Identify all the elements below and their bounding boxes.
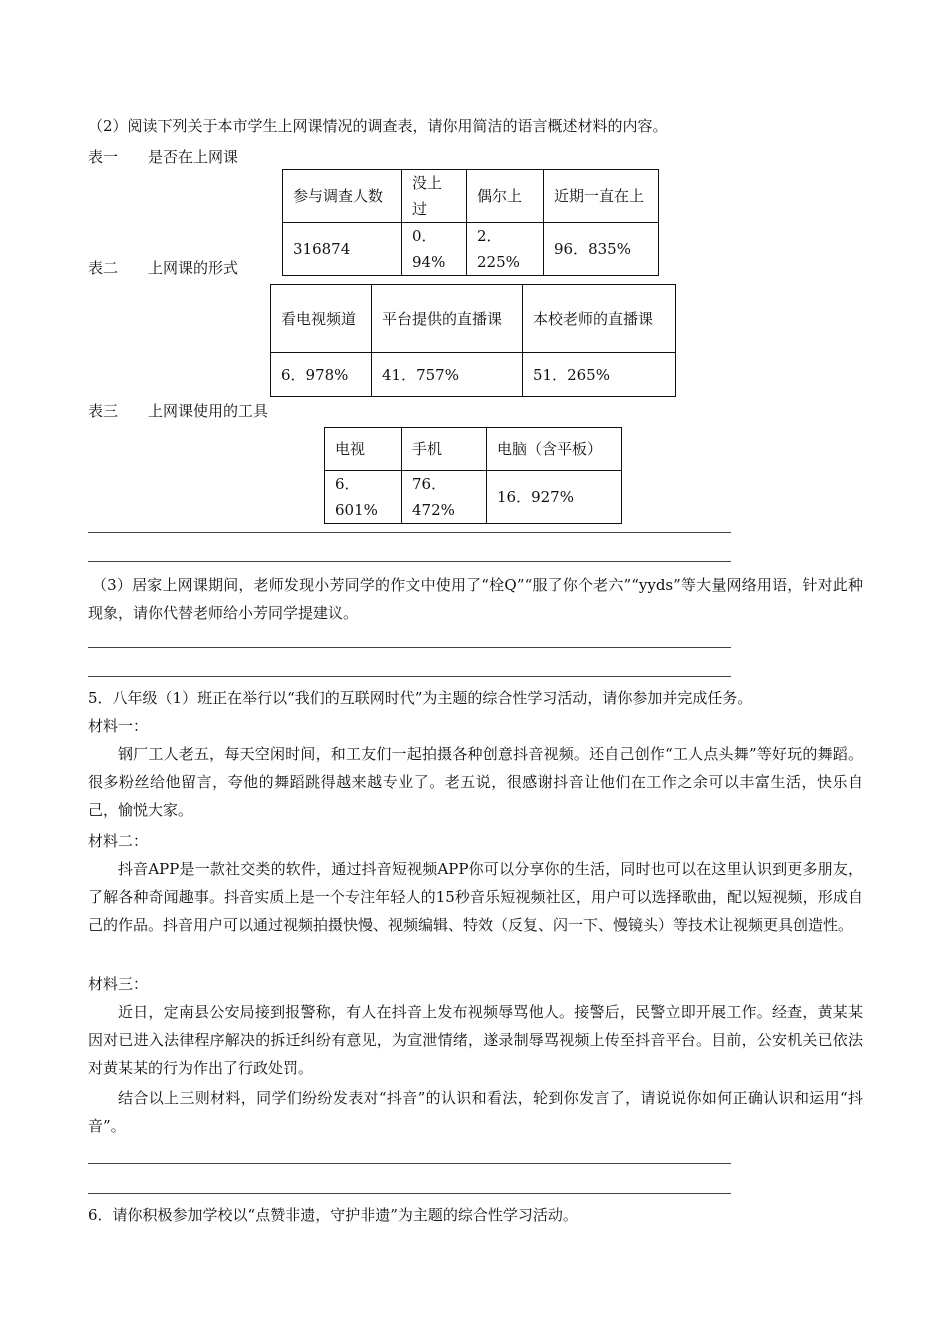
- table-cell: 本校老师的直播课: [523, 285, 676, 353]
- material2-text: 抖音APP是一款社交类的软件，通过抖音短视频APP你可以分享你的生活，同时也可以在这里认识到更多朋友，了解各种奇闻趣事。抖音实质上是一个专注年轻人的15秒音乐短视频社区，用户可以选择歌曲，配以短视频，形成自己的作品。抖音用户可以通过视频拍摄快慢、视频编辑、特效（反复、闪一下、慢镜头）等技术让视频更具创造性。: [88, 860, 863, 934]
- table1-caption: 表一 是否在上网课: [88, 148, 239, 166]
- material3-label: 材料三：: [88, 975, 149, 993]
- q6-prompt: 6．请你积极参加学校以“点赞非遗，守护非遗”为主题的综合性学习活动。: [88, 1206, 578, 1224]
- table-cell: 平台提供的直播课: [372, 285, 523, 353]
- table-cell: 手机: [402, 428, 487, 471]
- answer-line[interactable]: [88, 561, 731, 562]
- table-cell: 316874: [283, 223, 402, 276]
- table-cell: 没上过: [402, 170, 467, 223]
- material1-label: 材料一：: [88, 717, 149, 735]
- table-cell: 96．835%: [544, 223, 659, 276]
- table3: [324, 427, 622, 524]
- table-cell: 41．757%: [372, 353, 523, 397]
- answer-line[interactable]: [88, 532, 731, 533]
- material1-text: 钢厂工人老五，每天空闲时间，和工友们一起拍摄各种创意抖音视频。还自己创作“工人点头舞”等好玩的舞蹈。很多粉丝给他留言，夸他的舞蹈跳得越来越专业了。老五说，很感谢抖音让他们在工作之余可以丰富生活，快乐自己，愉悦大家。: [88, 745, 863, 819]
- material2-label: 材料二：: [88, 832, 149, 850]
- material3-text: 近日，定南县公安局接到报警称，有人在抖音上发布视频辱骂他人。接警后，民警立即开展工作。经查，黄某某因对已进入法律程序解决的拆迁纠纷有意见，为宣泄情绪，遂录制辱骂视频上传至抖音平台。目前，公安机关已依法对黄某某的行为作出了行政处罚。: [88, 1003, 863, 1077]
- q5-prompt: 5．八年级（1）班正在举行以“我们的互联网时代”为主题的综合性学习活动，请你参加并完成任务。: [88, 689, 753, 707]
- table-cell: 电视: [325, 428, 402, 471]
- table-cell: 76．472%: [402, 471, 487, 524]
- q3-prompt: （3）居家上网课期间，老师发现小芳同学的作文中使用了“栓Q”“服了你个老六”“yyds”等大量网络用语，针对此种现象，请你代替老师给小芳同学提建议。: [88, 576, 863, 622]
- table-cell: 6．978%: [271, 353, 372, 397]
- table-cell: 近期一直在上: [544, 170, 659, 223]
- table1: [282, 169, 659, 276]
- table-cell: 偶尔上: [467, 170, 544, 223]
- table-cell: 16．927%: [487, 471, 622, 524]
- table-cell: 看电视频道: [271, 285, 372, 353]
- table-cell: 电脑（含平板）: [487, 428, 622, 471]
- q2-prompt: （2）阅读下列关于本市学生上网课情况的调查表，请你用简洁的语言概述材料的内容。: [88, 117, 668, 135]
- table2-caption: 表二 上网课的形式: [88, 259, 239, 277]
- table-cell: 参与调查人数: [283, 170, 402, 223]
- answer-line[interactable]: [88, 1193, 731, 1194]
- table-cell: 0．94%: [402, 223, 467, 276]
- table3-caption: 表三 上网课使用的工具: [88, 402, 269, 420]
- table2: [270, 284, 676, 397]
- answer-line[interactable]: [88, 676, 731, 677]
- table-cell: 51．265%: [523, 353, 676, 397]
- answer-line[interactable]: [88, 647, 731, 648]
- table-cell: 2．225%: [467, 223, 544, 276]
- answer-line[interactable]: [88, 1163, 731, 1164]
- q5-question: 结合以上三则材料，同学们纷纷发表对“抖音”的认识和看法，轮到你发言了，请说说你如何正确认识和运用“抖音”。: [88, 1089, 863, 1135]
- table-cell: 6．601%: [325, 471, 402, 524]
